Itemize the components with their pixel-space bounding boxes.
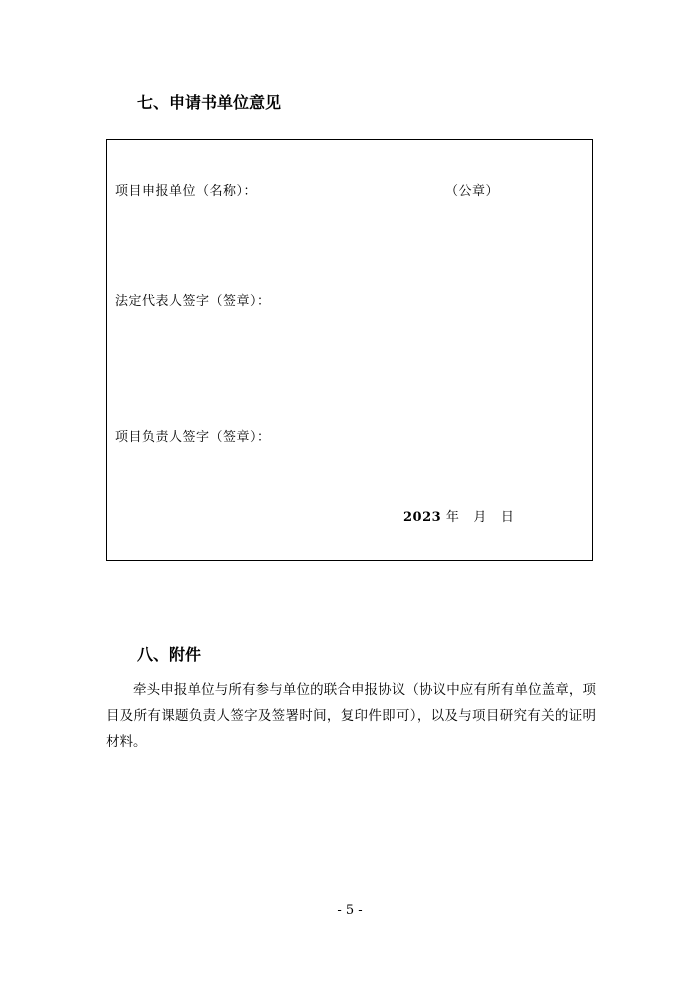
date-day-unit: 日 — [500, 510, 515, 525]
applicant-unit-label: 项目申报单位（名称）： — [115, 184, 258, 199]
applicant-opinion-box — [106, 139, 593, 561]
attachment-description: 牵头申报单位与所有参与单位的联合申报协议（协议中应有所有单位盖章，项目及所有课题负责人签字及签署时间，复印件即可），以及与项目研究有关的证明材料。 — [106, 682, 596, 750]
date-year-unit: 年 — [445, 510, 460, 525]
official-seal-label: （公章） — [445, 184, 500, 199]
legal-representative-signature-label: 法定代表人签字（签章）： — [115, 294, 271, 309]
section-7-heading: 七、申请书单位意见 — [137, 93, 282, 112]
project-leader-signature-label: 项目负责人签字（签章）： — [115, 430, 271, 445]
date-year: 2023 — [403, 510, 442, 525]
section-8-heading: 八、附件 — [137, 645, 202, 664]
page-number: - 5 - — [337, 903, 363, 918]
date-line — [403, 509, 514, 527]
date-month-unit: 月 — [473, 510, 487, 525]
